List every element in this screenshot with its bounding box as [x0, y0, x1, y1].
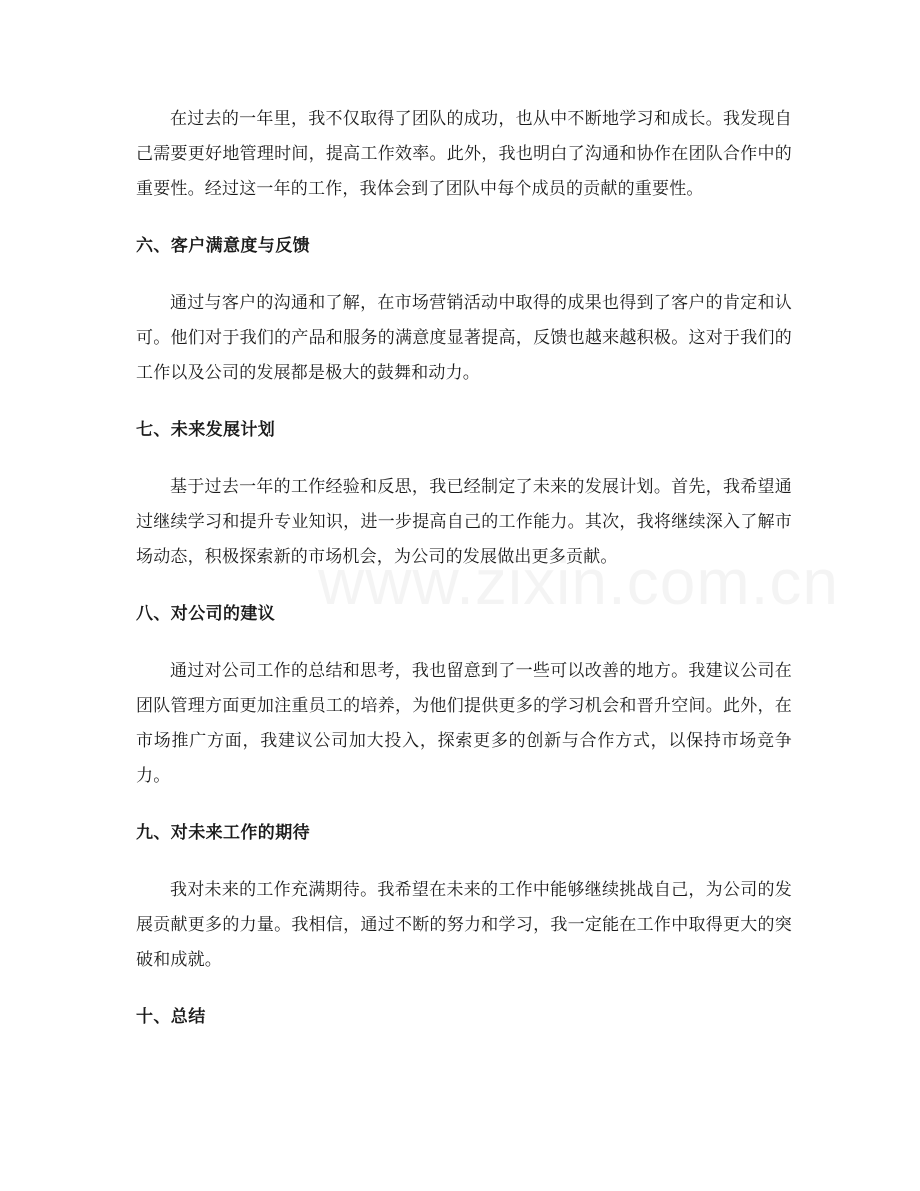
paragraph-future-plan: 基于过去一年的工作经验和反思，我已经制定了未来的发展计划。首先，我希望通过继续学习和提升专业知识，进一步提高自己的工作能力。其次，我将继续深入了解市场动态，积极探索新的市场机会，为公司的发展做出更多贡献。	[136, 477, 792, 567]
heading-customer-satisfaction: 六、客户满意度与反馈	[136, 236, 310, 256]
paragraph-reflection: 在过去的一年里，我不仅取得了团队的成功，也从中不断地学习和成长。我发现自己需要更好地管理时间，提高工作效率。此外，我也明白了沟通和协作在团队合作中的重要性。经过这一年的工作，我体会到了团队中每个成员的贡献的重要性。	[136, 109, 792, 199]
paragraph-future-expectations: 我对未来的工作充满期待。我希望在未来的工作中能够继续挑战自己，为公司的发展贡献更多的力量。我相信，通过不断的努力和学习，我一定能在工作中取得更大的突破和成就。	[136, 880, 792, 970]
heading-summary: 十、总结	[136, 1007, 206, 1027]
paragraph-company-suggestions: 通过对公司工作的总结和思考，我也留意到了一些可以改善的地方。我建议公司在团队管理方面更加注重员工的培养，为他们提供更多的学习机会和晋升空间。此外，在市场推广方面，我建议公司加大投入，探索更多的创新与合作方式，以保持市场竞争力。	[136, 661, 792, 786]
document-body	[136, 102, 792, 1035]
heading-future-expectations: 九、对未来工作的期待	[136, 823, 310, 843]
heading-company-suggestions: 八、对公司的建议	[136, 604, 276, 624]
heading-future-plan: 七、未来发展计划	[136, 420, 276, 440]
paragraph-customer-satisfaction: 通过与客户的沟通和了解，在市场营销活动中取得的成果也得到了客户的肯定和认可。他们对于我们的产品和服务的满意度显著提高，反馈也越来越积极。这对于我们的工作以及公司的发展都是极大的鼓舞和动力。	[136, 293, 792, 383]
